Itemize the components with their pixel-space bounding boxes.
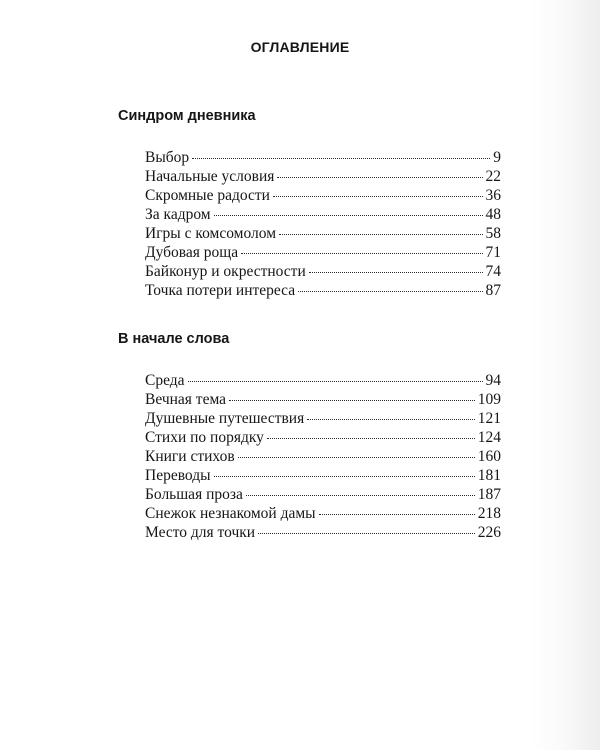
toc-entry-page: 87 (485, 282, 501, 299)
toc-entry[interactable] (145, 485, 501, 504)
toc-entry[interactable] (145, 205, 501, 224)
toc-entry[interactable] (145, 523, 501, 542)
toc-entry[interactable] (145, 409, 501, 428)
toc-entry-label: Скромные радости (145, 187, 270, 204)
toc-entry-page: 124 (477, 429, 501, 446)
page-title: ОГЛАВЛЕНИЕ (250, 39, 350, 55)
toc-entry[interactable] (145, 371, 501, 390)
leader-dots (229, 400, 475, 401)
toc-entry-label: Книги стихов (145, 448, 235, 465)
toc-entry-label: Дубовая роща (145, 244, 239, 261)
toc-entry-label: Большая проза (145, 486, 243, 503)
leader-dots (273, 196, 483, 197)
toc-entry-page: 109 (477, 391, 501, 408)
leader-dots (246, 495, 475, 496)
toc-entry-page: 71 (485, 244, 501, 261)
leader-dots (188, 381, 483, 382)
leader-dots (241, 253, 482, 254)
toc-entry-label: Начальные условия (145, 168, 275, 185)
toc-entry[interactable] (145, 390, 501, 409)
leader-dots (238, 457, 475, 458)
toc-entry-page: 226 (477, 524, 501, 541)
toc-entry-page: 160 (477, 448, 501, 465)
leader-dots (319, 514, 475, 515)
toc-entry-label: Стихи по порядку (145, 429, 264, 446)
leader-dots (309, 272, 483, 273)
toc-entry-page: 74 (485, 263, 501, 280)
leader-dots (298, 291, 482, 292)
toc-entry-label: Вечная тема (145, 391, 227, 408)
toc-entry-page: 181 (477, 467, 501, 484)
toc-list-section-2 (145, 371, 501, 542)
leader-dots (192, 158, 490, 159)
toc-entry[interactable] (145, 186, 501, 205)
toc-entry-label: Игры с комсомолом (145, 225, 277, 242)
page-edge-shadow (530, 0, 600, 750)
toc-entry[interactable] (145, 466, 501, 485)
leader-dots (267, 438, 475, 439)
toc-entry[interactable] (145, 281, 501, 300)
toc-entry-page: 9 (493, 149, 501, 166)
leader-dots (258, 533, 475, 534)
toc-entry[interactable] (145, 504, 501, 523)
leader-dots (307, 419, 475, 420)
toc-entry-label: Душевные путешествия (145, 410, 305, 427)
toc-entry-page: 187 (477, 486, 501, 503)
toc-entry-page: 36 (485, 187, 501, 204)
toc-entry-label: Снежок незнакомой дамы (145, 505, 316, 522)
toc-entry-page: 22 (485, 168, 501, 185)
toc-entry[interactable] (145, 262, 501, 281)
section-title-2: В начале слова (118, 331, 230, 347)
toc-entry[interactable] (145, 148, 501, 167)
toc-entry-label: Место для точки (145, 524, 256, 541)
toc-entry[interactable] (145, 447, 501, 466)
toc-entry[interactable] (145, 243, 501, 262)
toc-entry-label: Переводы (145, 467, 211, 484)
leader-dots (214, 215, 483, 216)
leader-dots (277, 177, 482, 178)
toc-entry-page: 218 (477, 505, 501, 522)
toc-list-section-1 (145, 148, 501, 300)
toc-entry[interactable] (145, 224, 501, 243)
toc-entry-label: Байконур и окрестности (145, 263, 306, 280)
toc-entry-label: Среда (145, 372, 185, 389)
toc-entry-label: За кадром (145, 206, 211, 223)
toc-entry-page: 94 (485, 372, 501, 389)
leader-dots (279, 234, 482, 235)
toc-entry[interactable] (145, 167, 501, 186)
toc-entry-label: Выбор (145, 149, 190, 166)
leader-dots (214, 476, 475, 477)
toc-entry[interactable] (145, 428, 501, 447)
toc-entry-page: 121 (477, 410, 501, 427)
toc-entry-label: Точка потери интереса (145, 282, 296, 299)
toc-entry-page: 48 (485, 206, 501, 223)
section-title-1: Синдром дневника (118, 108, 256, 124)
toc-entry-page: 58 (485, 225, 501, 242)
